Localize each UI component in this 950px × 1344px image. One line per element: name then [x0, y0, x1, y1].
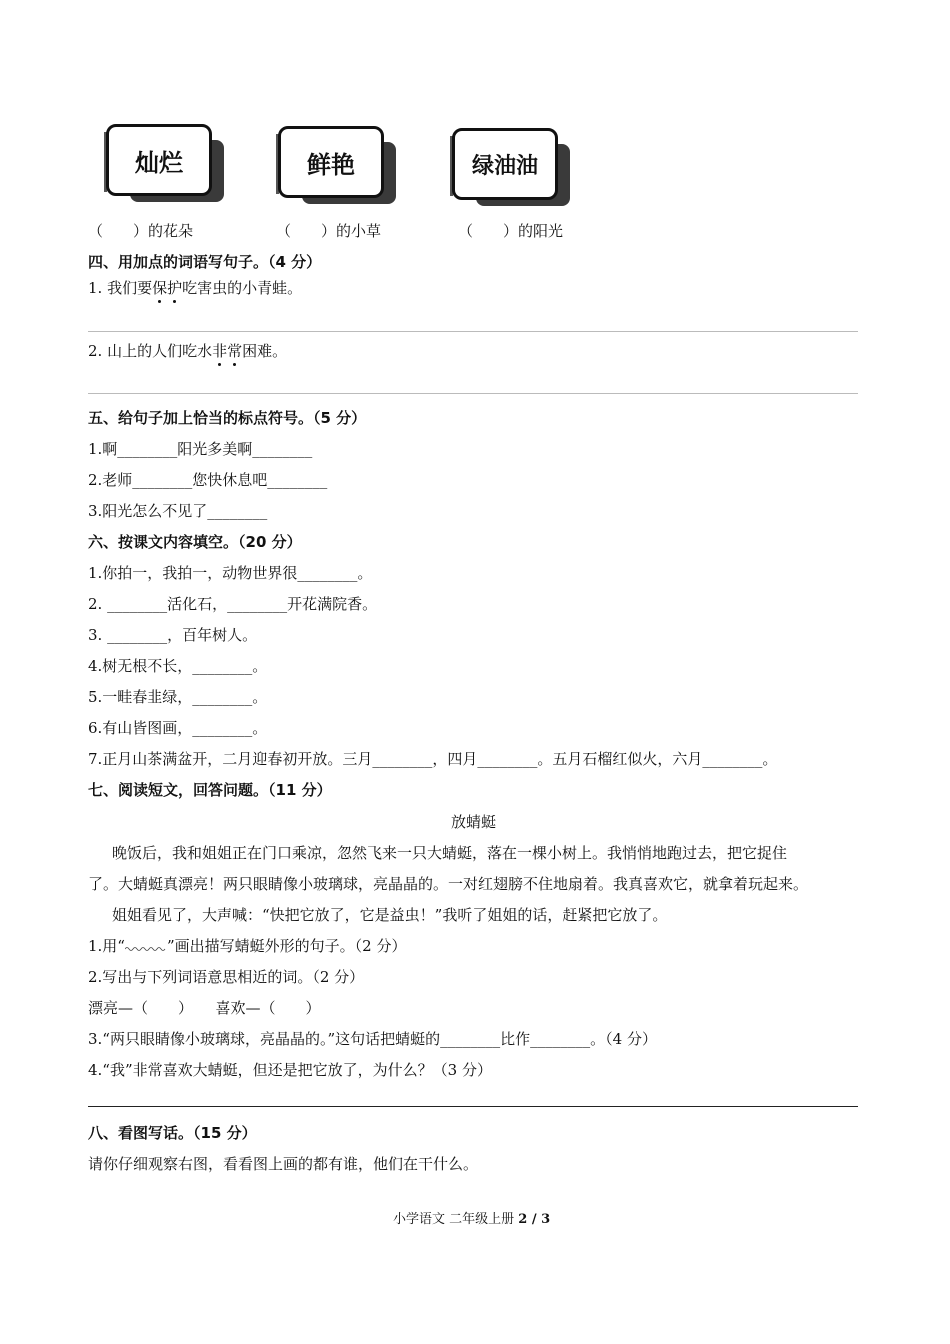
section-7-title: 七、阅读短文，回答问题。（11 分） — [88, 781, 332, 799]
sec7-question-4: 4.“我”非常喜欢大蜻蜓，但还是把它放了，为什么？（3 分） — [88, 1061, 492, 1079]
section-8-title: 八、看图写话。（15 分） — [88, 1124, 257, 1142]
section-6-title: 六、按课文内容填空。（20 分） — [88, 533, 302, 551]
story-paragraph-1b: 了。大蜻蜓真漂亮！两只眼睛像小玻璃球，亮晶晶的。一对红翅膀不住地扇着。我真喜欢它，就拿着玩起来。 — [88, 875, 809, 893]
sec5-line-1: 1.啊________阳光多美啊________ — [88, 440, 313, 458]
sec6-line-1: 1.你拍一，我拍一，动物世界很________。 — [88, 564, 373, 582]
sec5-line-2: 2.老师________您快休息吧________ — [88, 471, 328, 489]
section-4-title: 四、用加点的词语写句子。（4 分） — [88, 253, 322, 271]
word-card-text: 绿油油 — [452, 128, 558, 200]
card-caption-2: （ ）的小草 — [276, 222, 382, 240]
answer-line[interactable] — [88, 1106, 858, 1107]
sec7-question-3: 3.“两只眼睛像小玻璃球，亮晶晶的。”这句话把蜻蜓的________比作________。（4 分） — [88, 1030, 657, 1048]
word-card-3 — [450, 126, 592, 210]
story-paragraph-1a: 晚饭后，我和姐姐正在门口乘凉，忽然飞来一只大蜻蜓，落在一棵小树上。我悄悄地跑过去，把它捉住 — [112, 844, 788, 862]
story-paragraph-2: 姐姐看见了，大声喊：“快把它放了，它是益虫！”我听了姐姐的话，赶紧把它放了。 — [112, 906, 668, 924]
sec6-line-7: 7.正月山茶满盆开，二月迎春初开放。三月________，四月________。五月石榴红似火，六月________。 — [88, 750, 778, 768]
word-card-text: 灿烂 — [106, 124, 212, 196]
dotted-char: 非 — [212, 342, 228, 360]
story-title: 放蜻蜓 — [451, 813, 497, 831]
answer-line[interactable] — [88, 331, 858, 332]
card-caption-3: （ ）的阳光 — [458, 222, 564, 240]
sec4-question-1: 1. 我们要保护吃害虫的小青蛙。 — [88, 279, 303, 297]
sec7-question-2-items: 漂亮—（ ） 喜欢—（ ） — [88, 999, 321, 1017]
sec6-line-4: 4.树无根不长，________。 — [88, 657, 268, 675]
dotted-char: 保 — [152, 279, 168, 297]
page-number: 2 / 3 — [518, 1212, 551, 1227]
dotted-char: 护 — [167, 279, 183, 297]
word-card-text: 鲜艳 — [278, 126, 384, 198]
word-card-2 — [276, 124, 418, 208]
card-caption-1: （ ）的花朵 — [88, 222, 194, 240]
dotted-char: 常 — [227, 342, 243, 360]
sec4-question-2: 2. 山上的人们吃水非常困难。 — [88, 342, 288, 360]
sec7-question-2: 2.写出与下列词语意思相近的词。（2 分） — [88, 968, 365, 986]
sec7-question-1: 1.用“ ”画出描写蜻蜓外形的句子。（2 分） — [88, 937, 407, 955]
sec8-prompt: 请你仔细观察右图，看看图上画的都有谁，他们在干什么。 — [88, 1155, 479, 1173]
sec6-line-6: 6.有山皆图画，________。 — [88, 719, 268, 737]
section-5-title: 五、给句子加上恰当的标点符号。（5 分） — [88, 409, 367, 427]
word-card-1 — [104, 122, 246, 206]
page-footer: 小学语文 二年级上册 2 / 3 — [393, 1212, 551, 1227]
answer-line[interactable] — [88, 393, 858, 394]
sec6-line-3: 3. ________，百年树人。 — [88, 626, 258, 644]
wavy-underline-icon — [125, 943, 167, 951]
sec6-line-5: 5.一畦春韭绿，________。 — [88, 688, 268, 706]
sec5-line-3: 3.阳光怎么不见了________ — [88, 502, 268, 520]
sec6-line-2: 2. ________活化石，________开花满院香。 — [88, 595, 378, 613]
